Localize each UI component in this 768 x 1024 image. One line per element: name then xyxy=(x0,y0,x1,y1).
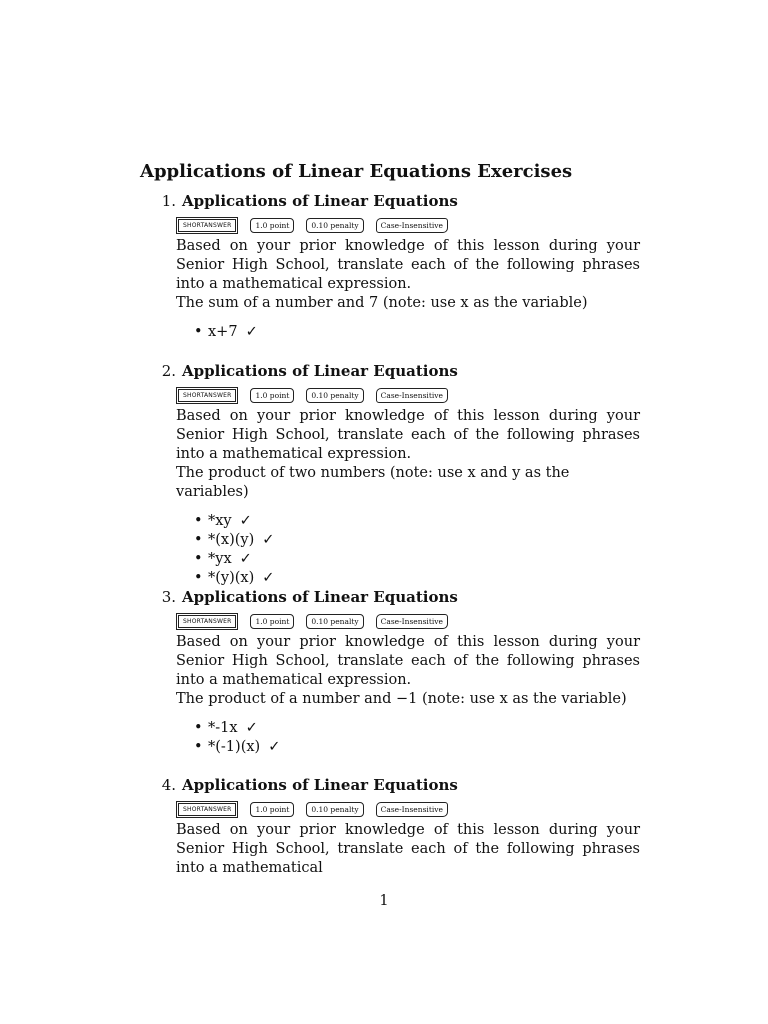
question-body xyxy=(176,216,640,342)
question-header xyxy=(140,775,640,795)
question-title: Applications of Linear Equations xyxy=(182,362,458,380)
answer-text: *-1x xyxy=(208,720,238,736)
case-tag: Case-Insensitive xyxy=(376,802,448,817)
answer-item xyxy=(176,512,640,531)
answer-list xyxy=(176,323,640,342)
check-icon: ✓ xyxy=(239,513,252,529)
case-tag: Case-Insensitive xyxy=(376,388,448,403)
answer-item xyxy=(176,323,640,342)
question-number: 2. xyxy=(161,362,176,380)
question-text: Based on your prior knowledge of this lesson during your Senior High School, translate each of the following phrases into a mathematical expression. xyxy=(176,634,640,688)
question-body xyxy=(176,386,640,588)
penalty-tag: 0.10 penalty xyxy=(306,614,363,629)
answer-text: *xy xyxy=(208,513,232,529)
answer-list xyxy=(176,512,640,588)
question-1 xyxy=(140,191,640,342)
check-icon: ✓ xyxy=(245,720,258,736)
question-header xyxy=(140,361,640,381)
question-tags xyxy=(176,612,640,630)
case-tag: Case-Insensitive xyxy=(376,218,448,233)
question-title: Applications of Linear Equations xyxy=(182,776,458,794)
question-2 xyxy=(140,361,640,588)
answer-text: *(x)(y) xyxy=(208,532,255,548)
question-3 xyxy=(140,587,640,757)
points-tag: 1.0 point xyxy=(250,614,294,629)
type-tag: SHORTANSWER xyxy=(176,217,238,234)
check-icon: ✓ xyxy=(262,570,275,586)
question-tags xyxy=(176,800,640,818)
question-4 xyxy=(140,775,640,878)
question-prompt: The product of two numbers (note: use x and y as the variables) xyxy=(176,465,570,500)
question-prompt: The product of a number and −1 (note: use x as the variable) xyxy=(176,691,627,707)
question-text: Based on your prior knowledge of this lesson during your Senior High School, translate each of the following phrases into a mathematical expression. xyxy=(176,238,640,292)
question-prompt: The sum of a number and 7 (note: use x as the variable) xyxy=(176,295,588,311)
question-header xyxy=(140,587,640,607)
answer-text: *(y)(x) xyxy=(208,570,255,586)
page-number: 1 xyxy=(379,893,389,909)
question-tags xyxy=(176,386,640,404)
question-text: Based on your prior knowledge of this lesson during your Senior High School, translate each of the following phrases into a mathematical xyxy=(176,822,640,876)
question-number: 1. xyxy=(161,192,176,210)
answer-text: *(-1)(x) xyxy=(208,739,261,755)
points-tag: 1.0 point xyxy=(250,802,294,817)
answer-item xyxy=(176,738,640,757)
question-tags xyxy=(176,216,640,234)
question-body xyxy=(176,800,640,878)
question-header xyxy=(140,191,640,211)
answer-item xyxy=(176,550,640,569)
check-icon: ✓ xyxy=(245,324,258,340)
answer-item xyxy=(176,719,640,738)
case-tag: Case-Insensitive xyxy=(376,614,448,629)
question-number: 3. xyxy=(161,588,176,606)
page-title: Applications of Linear Equations Exercises xyxy=(140,161,573,182)
type-tag: SHORTANSWER xyxy=(176,387,238,404)
answer-item xyxy=(176,569,640,588)
answer-item xyxy=(176,531,640,550)
penalty-tag: 0.10 penalty xyxy=(306,218,363,233)
question-number: 4. xyxy=(161,776,176,794)
type-tag: SHORTANSWER xyxy=(176,613,238,630)
question-text: Based on your prior knowledge of this lesson during your Senior High School, translate each of the following phrases into a mathematical expression. xyxy=(176,408,640,462)
check-icon: ✓ xyxy=(239,551,252,567)
type-tag: SHORTANSWER xyxy=(176,801,238,818)
answer-list xyxy=(176,719,640,757)
penalty-tag: 0.10 penalty xyxy=(306,388,363,403)
question-body xyxy=(176,612,640,757)
answer-text: *yx xyxy=(208,551,232,567)
answer-text: x+7 xyxy=(208,324,238,340)
points-tag: 1.0 point xyxy=(250,388,294,403)
points-tag: 1.0 point xyxy=(250,218,294,233)
check-icon: ✓ xyxy=(262,532,275,548)
penalty-tag: 0.10 penalty xyxy=(306,802,363,817)
question-title: Applications of Linear Equations xyxy=(182,192,458,210)
check-icon: ✓ xyxy=(268,739,281,755)
question-title: Applications of Linear Equations xyxy=(182,588,458,606)
